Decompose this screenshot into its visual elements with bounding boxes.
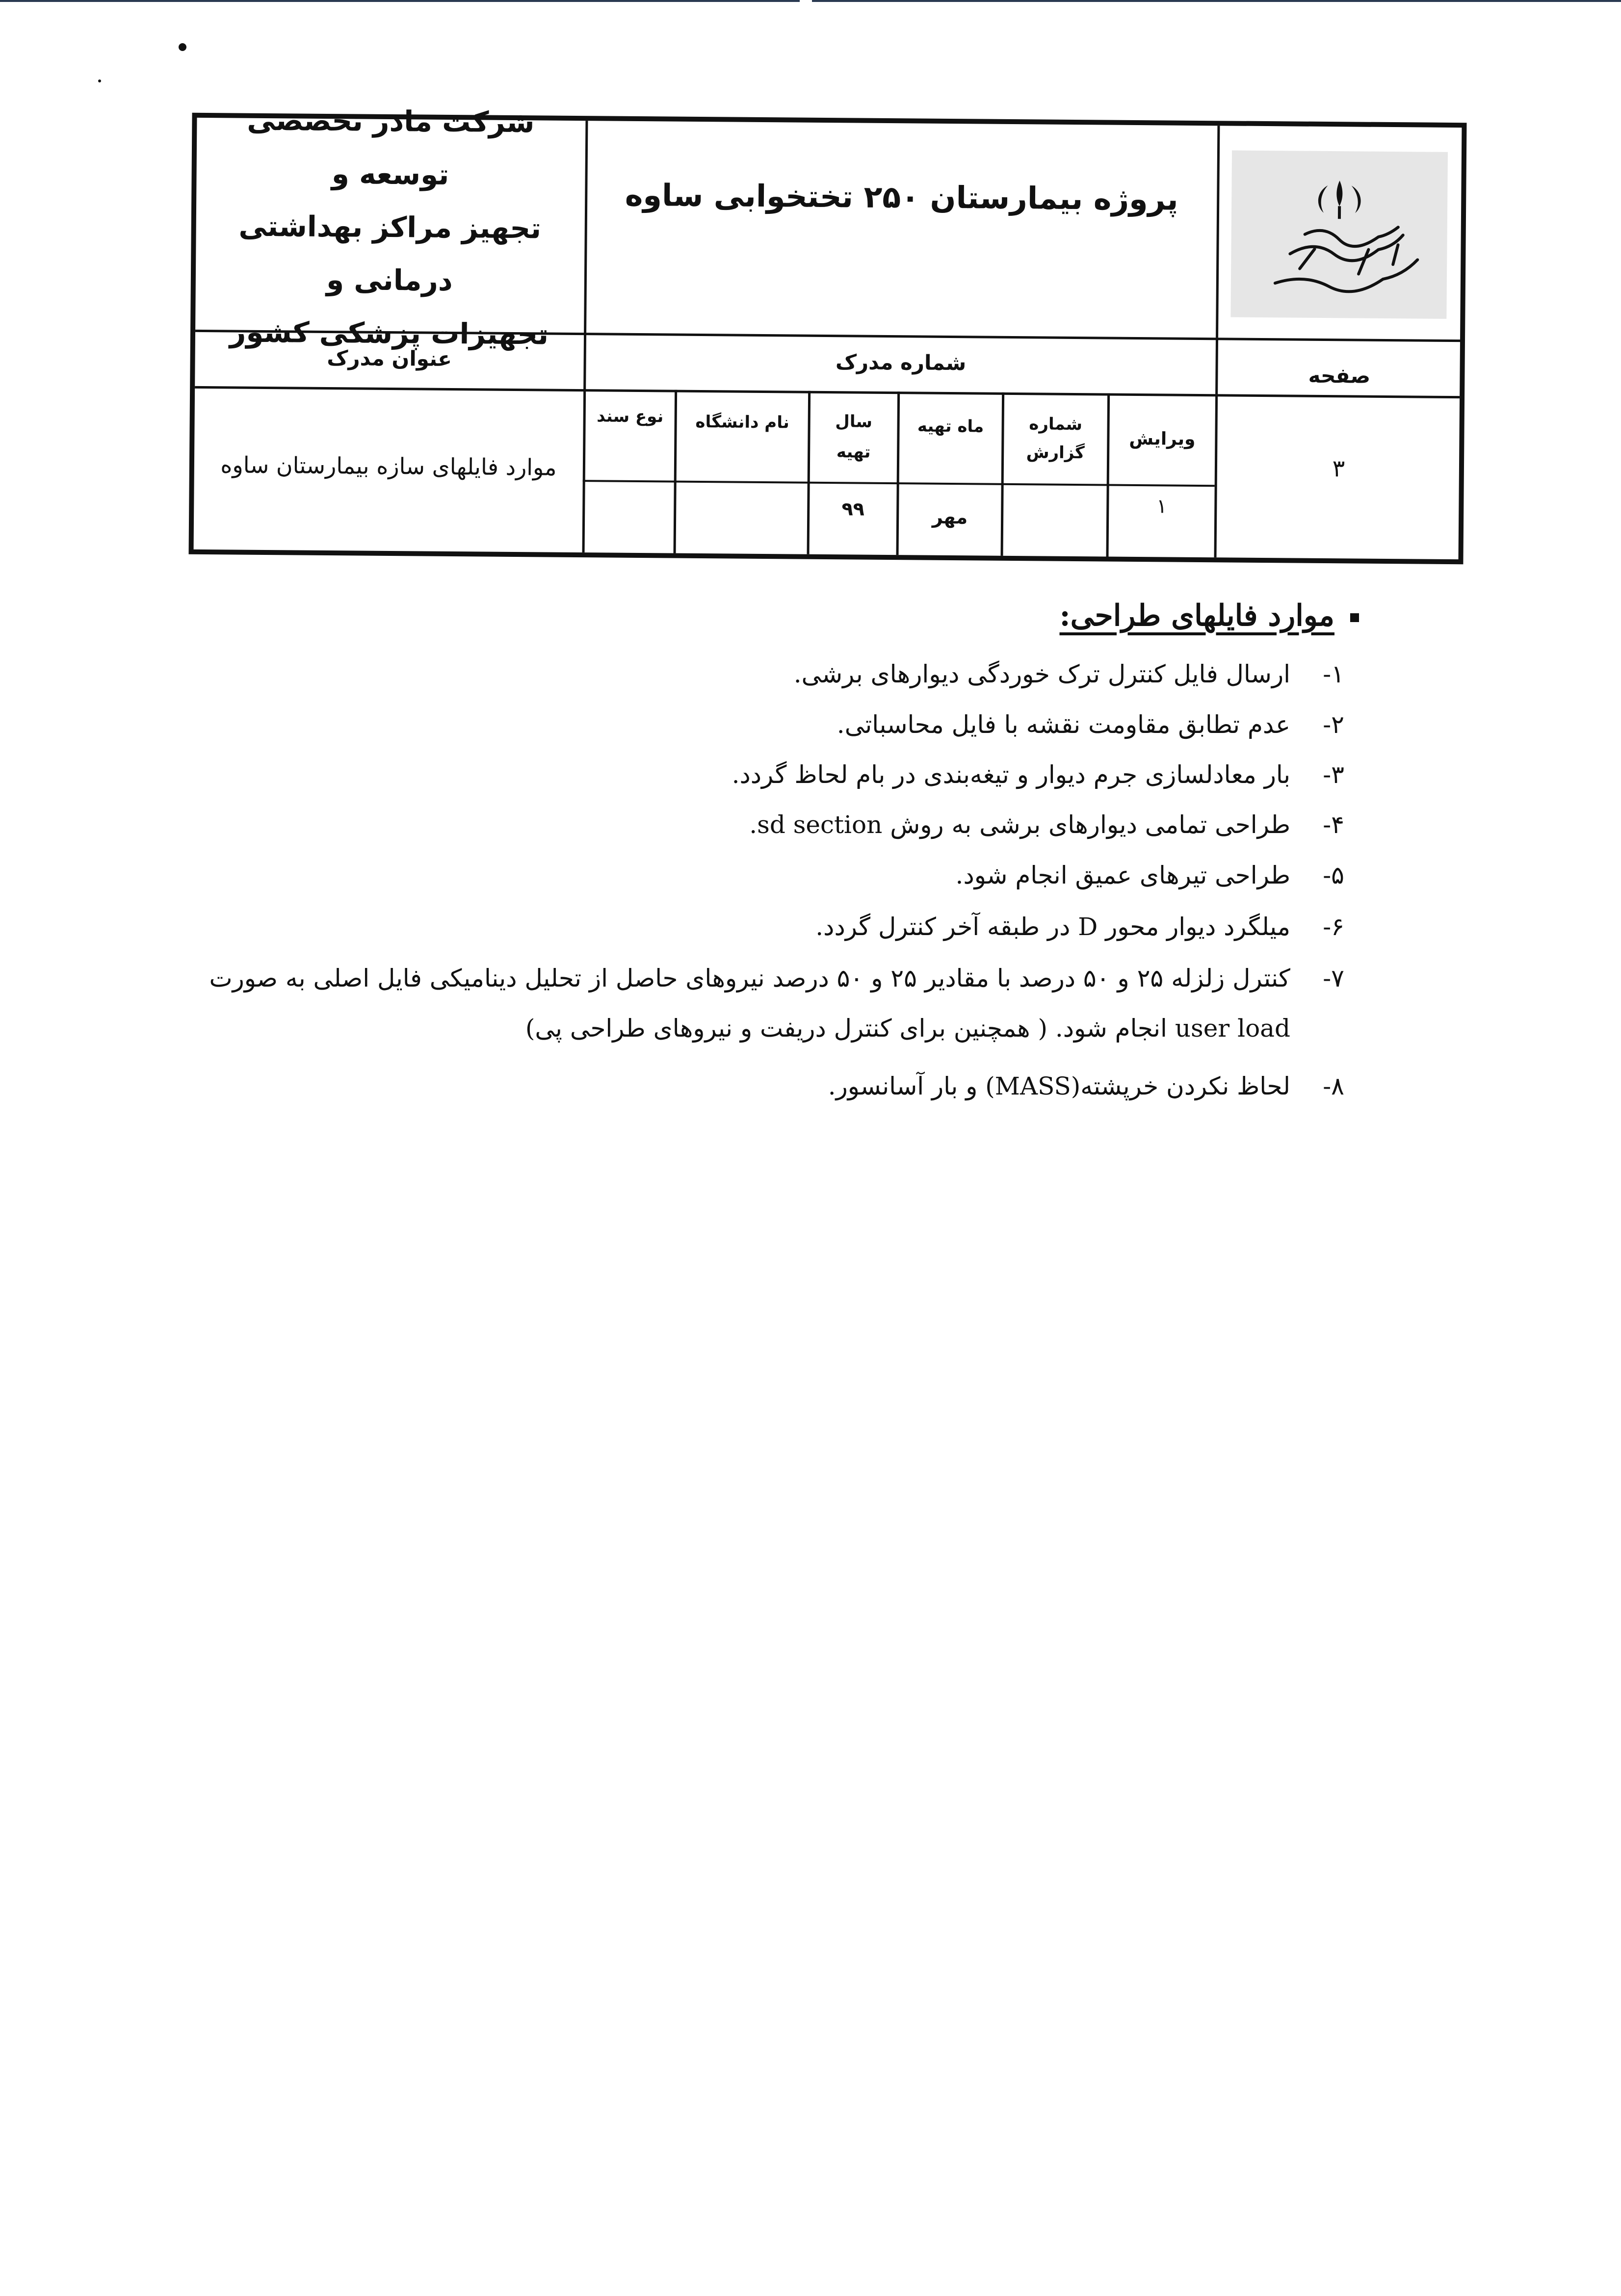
scan-speck	[179, 43, 186, 51]
item-text-line: user load انجام شود. ( همچنین برای کنترل دریفت و نیروهای طراحی پی)	[525, 1014, 1290, 1043]
revision-value: ۱	[1156, 495, 1167, 518]
label-university: نام دانشگاه	[695, 412, 789, 433]
label-revision: ویرایش	[1129, 428, 1196, 449]
item-number: ۸-	[1323, 1072, 1344, 1100]
doc-title-value: موارد فایلهای سازه بیمارستان ساوه	[220, 451, 557, 481]
item-text-line: کنترل زلزله ۲۵ و ۵۰ درصد با مقادیر ۲۵ و ۵۰ درصد نیروهای حاصل از تحلیل دینامیکی فایل اصلی به صورت	[209, 964, 1290, 992]
label-page: صفحه	[1308, 363, 1371, 388]
document-header-table	[189, 103, 1467, 564]
label-year	[810, 391, 897, 482]
company-name	[200, 103, 579, 351]
item-text: طراحی تمامی دیوارهای برشی به روش sd section.	[749, 810, 1290, 839]
label-year-line: سال	[835, 411, 873, 432]
list-item	[732, 760, 1344, 789]
label-report-line: گزارش	[1026, 442, 1085, 463]
item-number: ۱-	[1323, 660, 1344, 688]
company-name-line: تجهیز مراکز بهداشتی درمانی و	[238, 209, 542, 297]
item-text: لحاظ نکردن خرپشته(MASS) و بار آسانسور.	[828, 1072, 1290, 1100]
item-text: میلگرد دیوار محور D در طبقه آخر کنترل گردد.	[815, 913, 1290, 941]
label-month: ماه تهیه	[917, 416, 984, 437]
month-value: مهر	[932, 506, 968, 528]
label-report-line: شماره	[1029, 414, 1083, 434]
label-doc-number: شماره مدرک	[835, 349, 967, 375]
list-item	[794, 660, 1344, 688]
label-doc-type: نوع سند	[597, 406, 664, 427]
item-number: ۶-	[1323, 913, 1344, 941]
page-value: ۳	[1332, 455, 1345, 483]
scan-speck	[98, 79, 101, 82]
list-item	[837, 710, 1344, 739]
header-row-values	[194, 386, 1460, 559]
item-text: ارسال فایل کنترل ترک خوردگی دیوارهای برشی.	[793, 660, 1290, 688]
item-number: ۴-	[1323, 810, 1344, 839]
label-report-no	[1004, 392, 1107, 484]
university-value	[676, 483, 808, 548]
item-number: ۳-	[1323, 760, 1344, 789]
list-item	[828, 1072, 1344, 1100]
item-text: طراحی تیرهای عمیق انجام شود.	[955, 861, 1290, 889]
ministry-logo	[1230, 150, 1448, 318]
list-item	[815, 913, 1344, 941]
doc-type-value	[585, 482, 674, 547]
item-number: ۷-	[1323, 964, 1344, 992]
report-no-value	[1003, 486, 1107, 550]
item-number: ۵-	[1323, 861, 1344, 889]
label-year-line: تهیه	[836, 442, 871, 462]
list-item	[209, 964, 1344, 1043]
list-item	[749, 810, 1344, 839]
section-title: موارد فایلهای طراحی:	[1059, 599, 1334, 633]
scan-edge	[0, 0, 1621, 3]
label-doc-title: عنوان مدرک	[327, 345, 452, 371]
item-number: ۲-	[1323, 710, 1344, 739]
company-name-line: تجهیزات پزشکی کشور	[229, 315, 549, 351]
item-text	[209, 964, 1290, 1043]
header-row-top	[195, 103, 1462, 351]
project-title: پروژه بیمارستان ۲۵۰ تختخوابی ساوه	[625, 177, 1178, 217]
list-item	[956, 861, 1344, 889]
item-text: عدم تطابق مقاومت نقشه با فایل محاسباتی.	[837, 710, 1290, 739]
item-text: بار معادلسازی جرم دیوار و تیغه‌بندی در بام لحاظ گردد.	[732, 760, 1290, 789]
company-name-line: شرکت مادر تخصصی توسعه و	[247, 103, 535, 191]
emblem-icon	[1230, 150, 1448, 318]
bullet-icon	[1350, 613, 1359, 622]
year-value: ۹۹	[841, 498, 865, 520]
